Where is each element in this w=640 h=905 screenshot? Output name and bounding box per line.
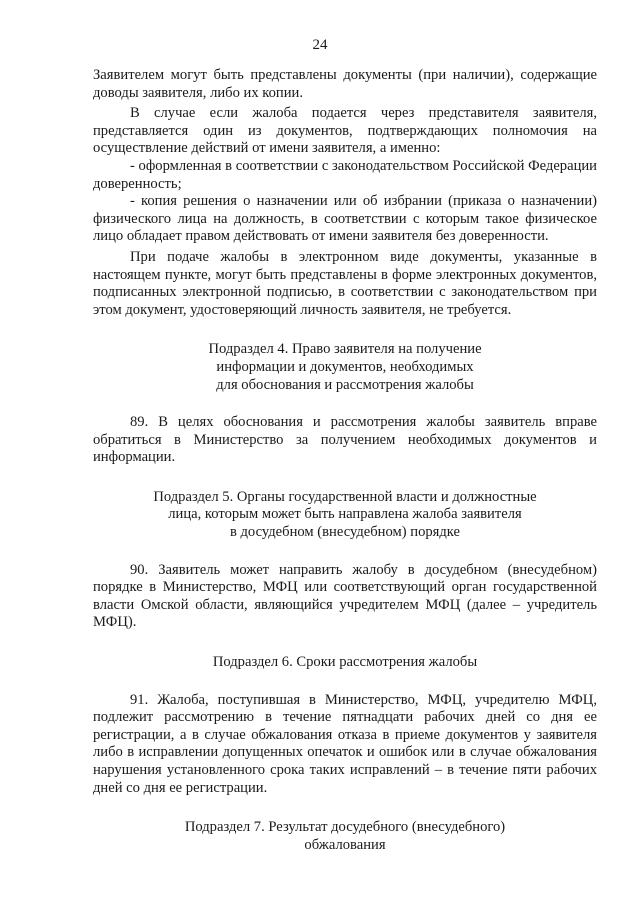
paragraph-representative: В случае если жалоба подается через представителя заявителя, представляется один из документов, подтверждающих полномочия на осуществление действий от имени заявителя, а именно: (93, 105, 597, 157)
heading-line: информации и документов, необходимых (216, 358, 474, 375)
section-heading-6 (93, 654, 597, 672)
heading-line: для обоснования и рассмотрения жалобы (216, 376, 474, 393)
page-number: 24 (312, 37, 328, 53)
heading-line: Подраздел 4. Право заявителя на получение (208, 341, 482, 358)
list-item-power-of-attorney: - оформленная в соответствии с законодательством Российской Федерации доверенность; (93, 157, 597, 192)
document-body (93, 67, 597, 854)
paragraph-documents-evidence: Заявителем могут быть представлены документы (при наличии), содержащие доводы заявителя, либо их копии. (93, 67, 597, 101)
heading-line: в досудебном (внесудебном) порядке (229, 524, 461, 541)
heading-line: лица, которым может быть направлена жалоба заявителя (168, 506, 522, 523)
heading-line: Подраздел 6. Сроки рассмотрения жалобы (212, 654, 478, 671)
section-heading-7 (93, 819, 597, 854)
heading-line: Подраздел 5. Органы государственной власти и должностные (153, 488, 537, 505)
paragraph-89: 89. В целях обоснования и рассмотрения жалобы заявитель вправе обратиться в Министерство за получением необходимых документов и информации. (93, 414, 597, 466)
heading-line: обжалования (304, 836, 386, 853)
paragraph-91: 91. Жалоба, поступившая в Министерство, МФЦ, учредителю МФЦ, подлежит рассмотрению в течение пятнадцати рабочих дней со дня ее регистрации, а в случае обжалования отказа в приеме документов у заявителя либо в исправлении допущенных опечаток и ошибок или в случае обжалования нарушения установленного срока таких исправлений – в течение пяти рабочих дней со дня ее регистрации. (93, 691, 597, 796)
section-heading-4 (93, 341, 597, 394)
list-item-appointment-decision: - копия решения о назначении или об избрании (приказа о назначении) физического лица на должность, в соответствии с которым такое физическое лицо обладает правом действовать от имени заявителя без доверенности. (93, 193, 597, 245)
paragraph-90: 90. Заявитель может направить жалобу в досудебном (внесудебном) порядке в Министерство, МФЦ или соответствующий орган государственной власти Омской области, являющийся учредителем МФЦ (далее – учредитель МФЦ). (93, 561, 597, 631)
section-heading-5 (93, 489, 597, 542)
paragraph-electronic-submission: При подаче жалобы в электронном виде документы, указанные в настоящем пункте, могут быть представлены в форме электронных документов, подписанных электронной подписью, в соответствии с законодательством при этом документ, удостоверяющий личность заявителя, не требуется. (93, 248, 597, 318)
heading-line: Подраздел 7. Результат досудебного (внесудебного) (184, 819, 506, 836)
